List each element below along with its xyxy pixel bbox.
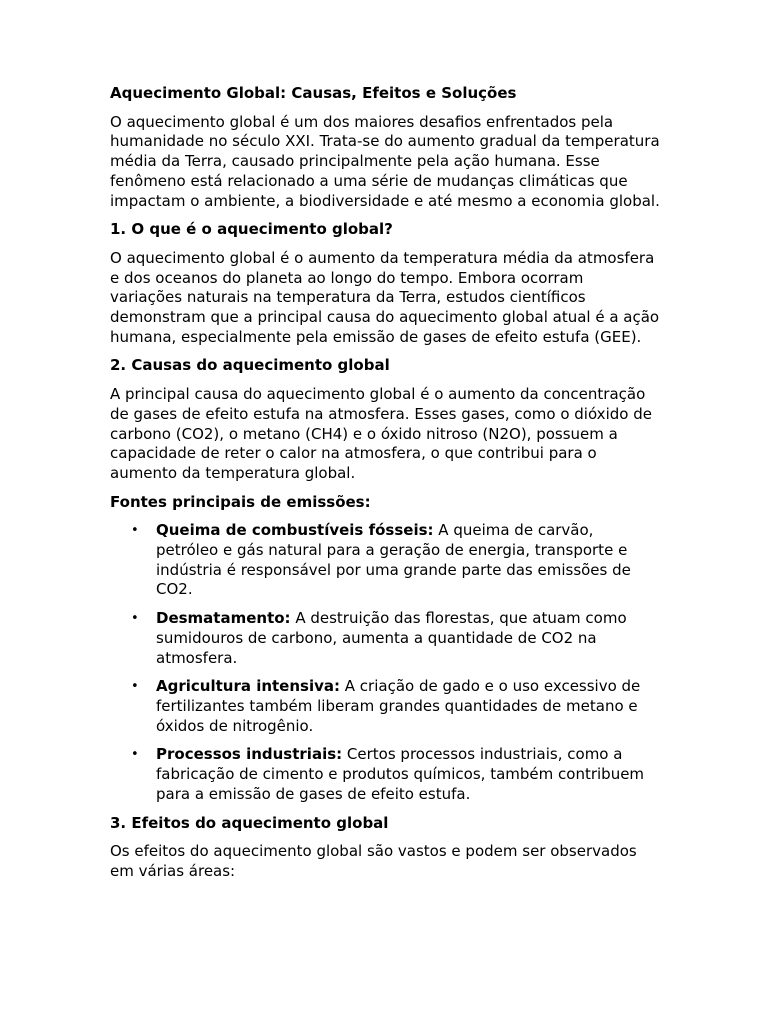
bullet-icon: • (131, 523, 139, 539)
list-item-text: A criação de gado e o uso excessivo de fertilizantes também liberam grandes quantidades de metano e óxidos de nitrogênio. (156, 677, 641, 735)
section-3-heading: 3. Efeitos do aquecimento global (110, 813, 389, 832)
list-item (131, 521, 660, 600)
emission-sources-list (110, 521, 660, 804)
intro-paragraph: O aquecimento global é um dos maiores desafios enfrentados pela humanidade no século XXI. Trata-se do aumento gradual da temperatura média da Terra, causado principalmente pela ação humana. Esse fenômeno está relacionado a uma série de mudanças climáticas que impactam o ambiente, a biodiversidade e até mesmo a economia global. (110, 112, 660, 210)
section-2-paragraph: A principal causa do aquecimento global é o aumento da concentração de gases de efeito estufa na atmosfera. Esses gases, como o dióxido de carbono (CO2), o metano (CH4) e o óxido nitroso (N2O), possuem a capacidade de reter o calor na atmosfera, o que contribui para o aumento da temperatura global. (110, 385, 652, 482)
list-item (131, 609, 660, 668)
emission-sources-heading: Fontes principais de emissões: (110, 492, 371, 511)
bullet-icon: • (131, 747, 139, 763)
section-1-paragraph: O aquecimento global é o aumento da temperatura média da atmosfera e dos oceanos do planeta ao longo do tempo. Embora ocorram variações naturais na temperatura da Terra, estudos científicos demonstram que a principal causa do aquecimento global atual é a ação humana, especialmente pela emissão de gases de efeito estufa (GEE). (110, 248, 660, 346)
list-item-term: Agricultura intensiva: (156, 677, 340, 696)
bullet-icon: • (131, 679, 139, 695)
list-item-text: A destruição das florestas, que atuam como sumidouros de carbono, aumenta a quantidade de CO2 na atmosfera. (156, 609, 627, 667)
list-item (131, 745, 660, 804)
list-item-term: Desmatamento: (156, 609, 291, 628)
list-item-text: A queima de carvão, petróleo e gás natural para a geração de energia, transporte e indústria é responsável por uma grande parte das emissões de CO2. (156, 521, 631, 599)
list-item-term: Queima de combustíveis fósseis: (156, 521, 434, 540)
section-3-paragraph: Os efeitos do aquecimento global são vastos e podem ser observados em várias áreas: (110, 842, 637, 880)
bullet-icon: • (131, 611, 139, 627)
list-item-term: Processos industriais: (156, 745, 343, 764)
document-title: Aquecimento Global: Causas, Efeitos e Soluções (110, 84, 517, 102)
document-page (110, 84, 660, 891)
section-2-heading: 2. Causas do aquecimento global (110, 356, 390, 375)
list-item-text: Certos processos industriais, como a fabricação de cimento e produtos químicos, também contribuem para a emissão de gases de efeito estufa. (156, 745, 645, 803)
list-item (131, 677, 660, 736)
section-1-heading: 1. O que é o aquecimento global? (110, 220, 393, 239)
